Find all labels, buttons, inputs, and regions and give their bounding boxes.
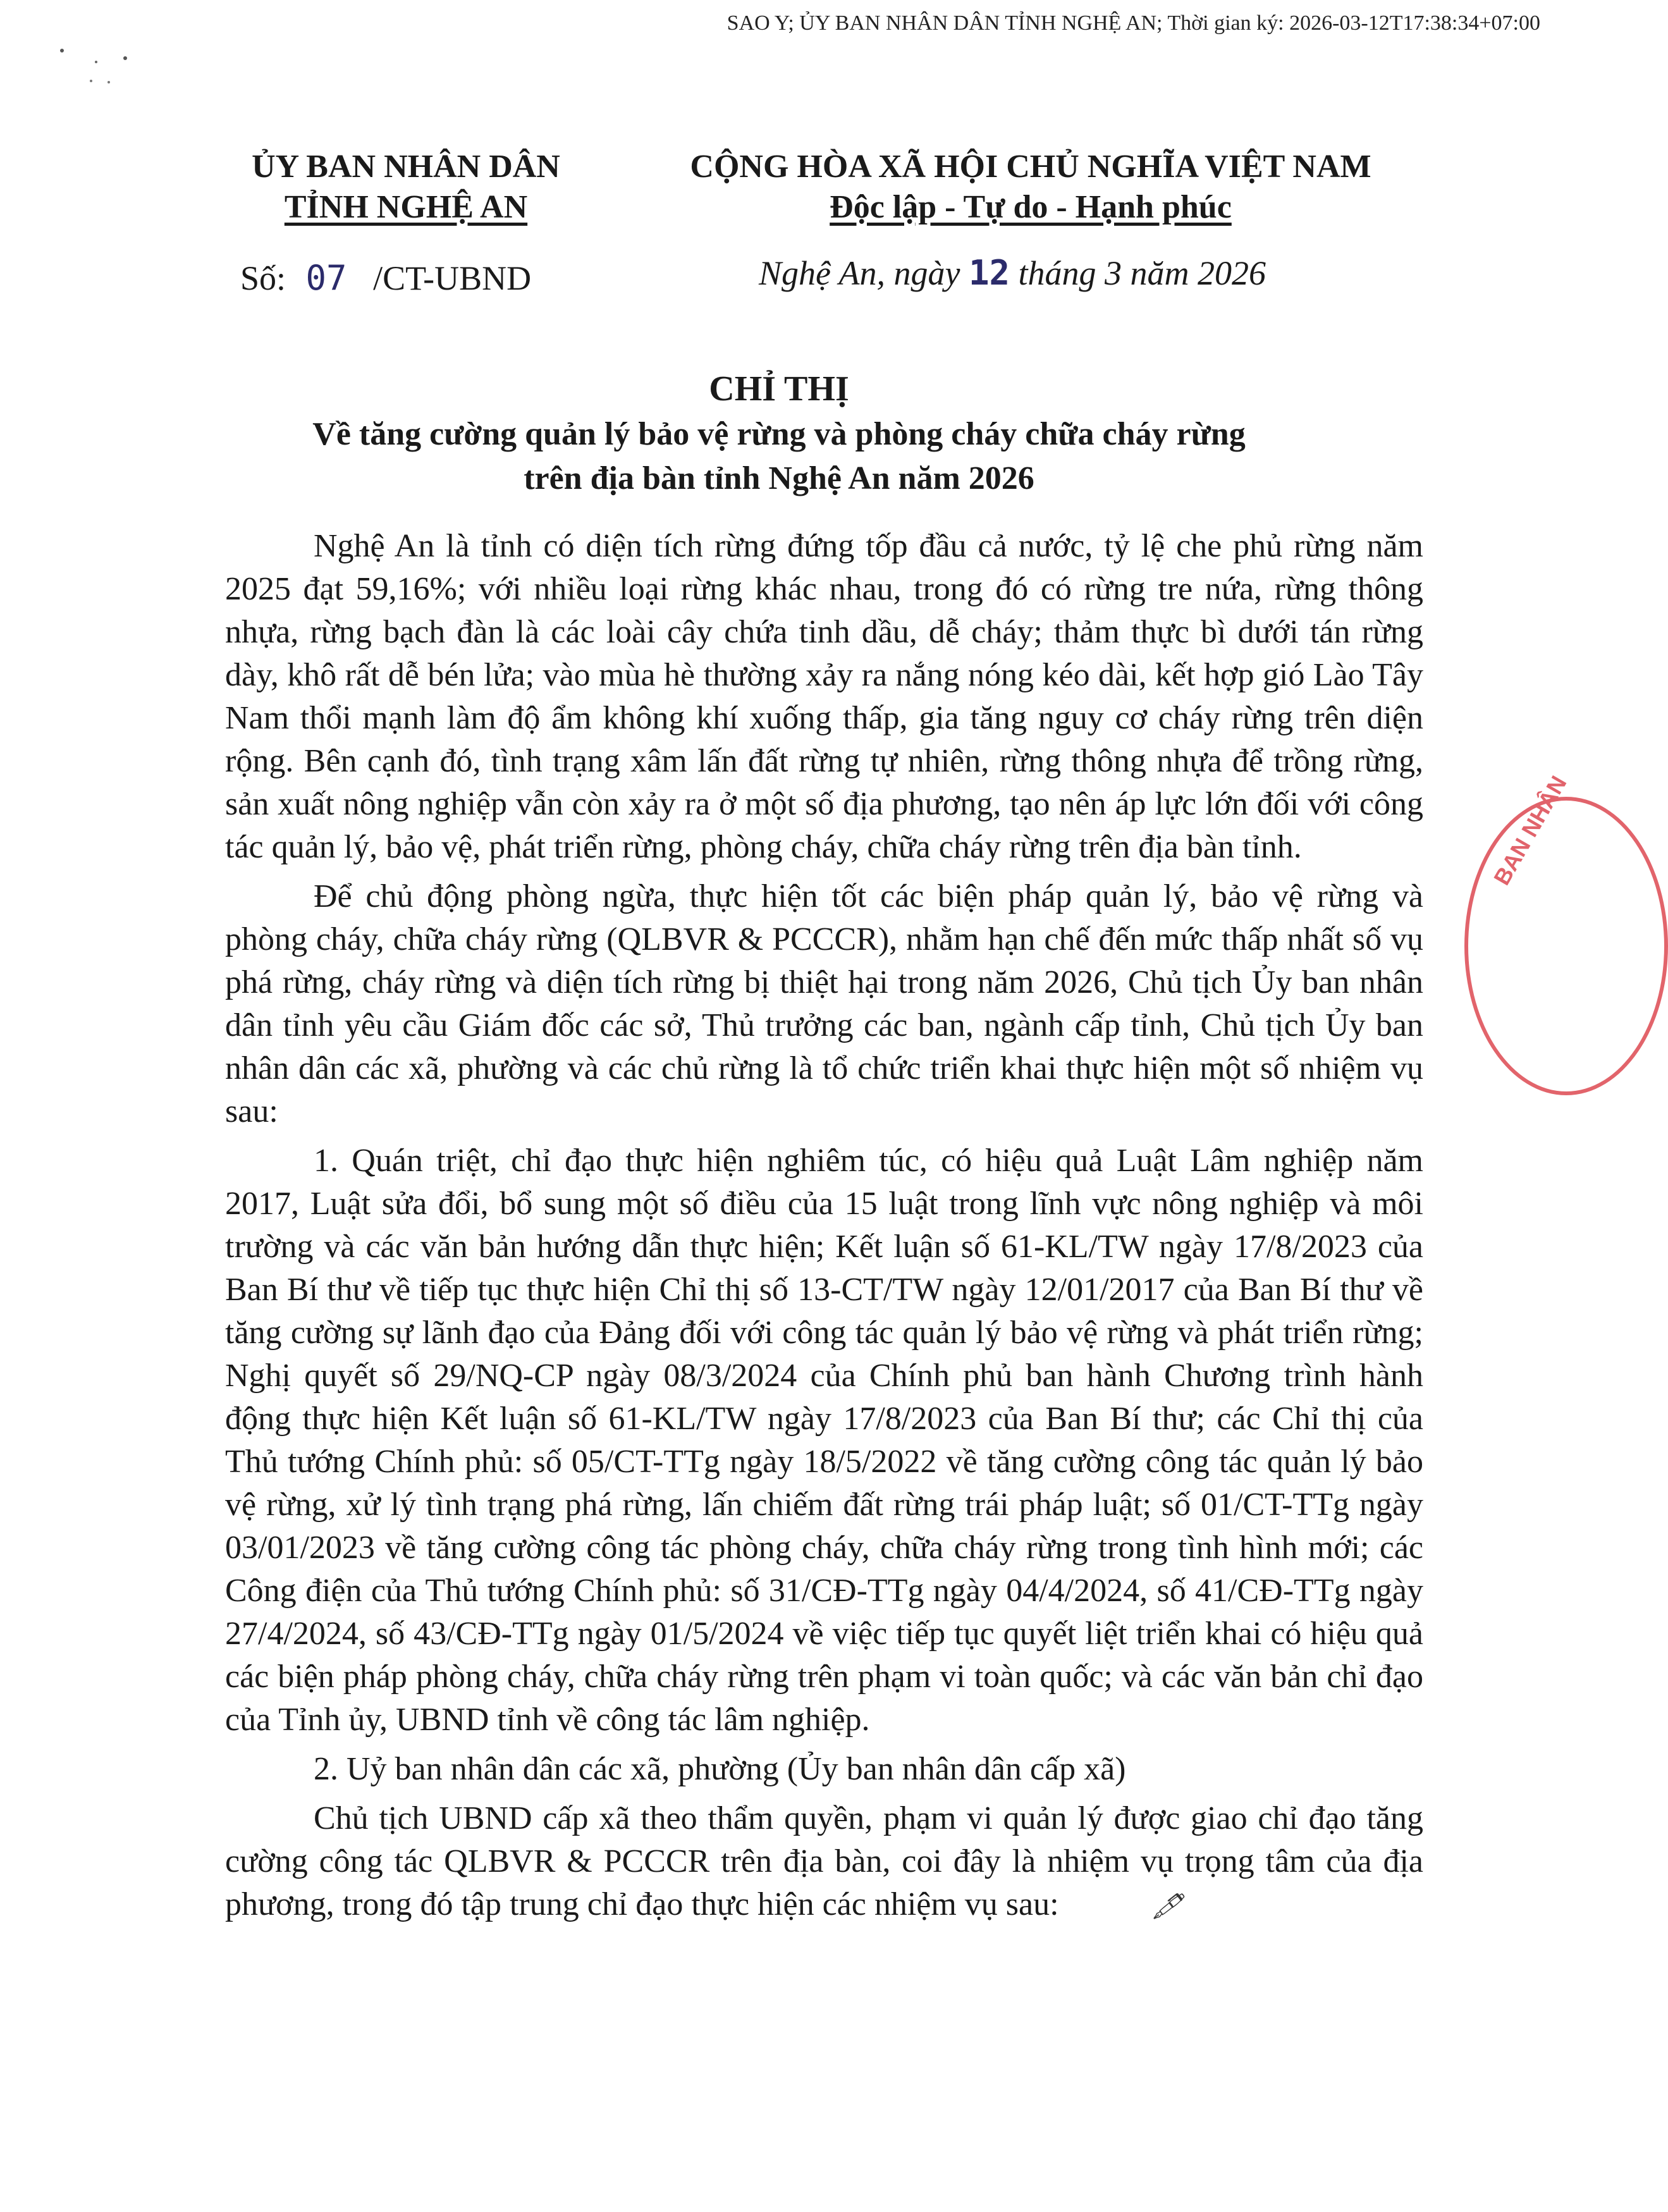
paragraph-item-2-text: Chủ tịch UBND cấp xã theo thẩm quyền, phạm vi quản lý được giao chỉ đạo tăng cường công tác QLBVR & PCCCR trên địa bàn, coi đây là nhiệm vụ trọng tâm của địa phương, trong đó tập trung chỉ đạo thực hiện các nhiệm vụ sau: <box>225 1800 1423 1922</box>
red-official-seal <box>1464 771 1668 1095</box>
scan-specks <box>51 44 152 95</box>
document-number <box>240 258 531 298</box>
date-prefix: Nghệ An, ngày <box>759 254 960 292</box>
authority-line-2: TỈNH NGHỆ AN <box>284 189 528 225</box>
document-type: CHỈ THỊ <box>709 369 849 409</box>
document-body <box>225 525 1423 1934</box>
subject-line-2: trên địa bàn tỉnh Nghệ An năm 2026 <box>524 460 1034 496</box>
national-motto: Độc lập - Tự do - Hạnh phúc <box>830 189 1232 225</box>
issuing-authority <box>185 147 627 228</box>
document-title <box>0 366 1558 501</box>
document-date <box>759 253 1266 293</box>
paragraph-item-1: 1. Quán triệt, chỉ đạo thực hiện nghiêm túc, có hiệu quả Luật Lâm nghiệp năm 2017, Luật sửa đổi, bổ sung một số điều của 15 luật trong lĩnh vực nông nghiệp và môi trường và các văn bản hướng dẫn thực hiện; Kết luận số 61-KL/TW ngày 17/8/2023 của Ban Bí thư về tiếp tục thực hiện Chỉ thị số 13-CT/TW ngày 12/01/2017 của Ban Bí thư về tăng cường sự lãnh đạo của Đảng đối với công tác quản lý bảo vệ rừng và phát triển rừng; Nghị quyết số 29/NQ-CP ngày 08/3/2024 của Chính phủ ban hành Chương trình hành động thực hiện Kết luận số 61-KL/TW ngày 17/8/2023 của Ban Bí thư; các Chỉ thị của Thủ tướng Chính phủ: số 05/CT-TTg ngày 18/5/2022 về tăng cường công tác quản lý bảo vệ rừng, xử lý tình trạng phá rừng, lấn chiếm đất rừng trái pháp luật; số 01/CT-TTg ngày 03/01/2023 về tăng cường công tác phòng cháy, chữa cháy rừng trong tình hình mới; các Công điện của Thủ tướng Chính phủ: số 31/CĐ-TTg ngày 04/4/2024, số 41/CĐ-TTg ngày 27/4/2024, số 43/CĐ-TTg ngày 01/5/2024 về việc tiếp tục quyết liệt triển khai có hiệu quả các biện pháp phòng cháy, chữa cháy rừng trên phạm vi toàn quốc; và các văn bản chỉ đạo của Tỉnh ủy, UBND tỉnh về công tác lâm nghiệp. <box>225 1143 1423 1738</box>
digital-signature-line: SAO Y; ỦY BAN NHÂN DÂN TỈNH NGHỆ AN; Thời gian ký: 2026-03-12T17:38:34+07:00 <box>727 11 1540 35</box>
paragraph-purpose: Để chủ động phòng ngừa, thực hiện tốt các biện pháp quản lý, bảo vệ rừng và phòng cháy, chữa cháy rừng (QLBVR & PCCCR), nhằm hạn chế đến mức thấp nhất số vụ phá rừng, cháy rừng và diện tích rừng bị thiệt hại trong năm 2026, Chủ tịch Ủy ban nhân dân tỉnh yêu cầu Giám đốc các sở, Thủ trưởng các ban, ngành cấp tỉnh, Chủ tịch Ủy ban nhân dân các xã, phường và các chủ rừng là tổ chức triển khai thực hiện một số nhiệm vụ sau: <box>225 878 1423 1129</box>
doc-number-prefix: Số: <box>240 259 286 297</box>
handwritten-initials: 🖋 <box>1151 1892 1184 1921</box>
doc-number-suffix: /CT-UBND <box>373 259 532 297</box>
paragraph-item-2-body <box>225 1797 1423 1928</box>
paragraph-intro: Nghệ An là tỉnh có diện tích rừng đứng tốp đầu cả nước, tỷ lệ che phủ rừng năm 2025 đạt 59,16%; với nhiều loại rừng khác nhau, trong đó có rừng tre nứa, rừng thông nhựa, rừng bạch đàn là các loài cây chứa tinh dầu, dễ cháy; thảm thực bì dưới tán rừng dày, khô rất dễ bén lửa; vào mùa hè thường xảy ra nắng nóng kéo dài, kết hợp gió Lào Tây Nam thổi mạnh làm độ ẩm không khí xuống thấp, gia tăng nguy cơ cháy rừng trên diện rộng. Bên cạnh đó, tình trạng xâm lấn đất rừng tự nhiên, rừng thông nhựa để trồng rừng, sản xuất nông nghiệp vẫn còn xảy ra ở một số địa phương, tạo nên áp lực lớn đối với công tác quản lý, bảo vệ, phát triển rừng, phòng cháy, chữa cháy rừng trên địa bàn tỉnh. <box>225 528 1423 865</box>
nation-name: CỘNG HÒA XÃ HỘI CHỦ NGHĨA VIỆT NAM <box>690 149 1371 185</box>
paragraph-item-2-heading: 2. Uỷ ban nhân dân các xã, phường (Ủy ban nhân dân cấp xã) <box>314 1751 1126 1787</box>
authority-line-1: ỦY BAN NHÂN DÂN <box>252 149 560 185</box>
date-suffix: tháng 3 năm 2026 <box>1018 254 1266 292</box>
national-title <box>651 147 1410 228</box>
seal-lettering: BAN NHÂN <box>1488 771 1572 890</box>
doc-number-handwritten: 07 <box>305 258 347 298</box>
date-day-handwritten: 12 <box>968 253 1010 293</box>
subject-line-1: Về tăng cường quản lý bảo vệ rừng và phòng cháy chữa cháy rừng <box>312 416 1246 452</box>
